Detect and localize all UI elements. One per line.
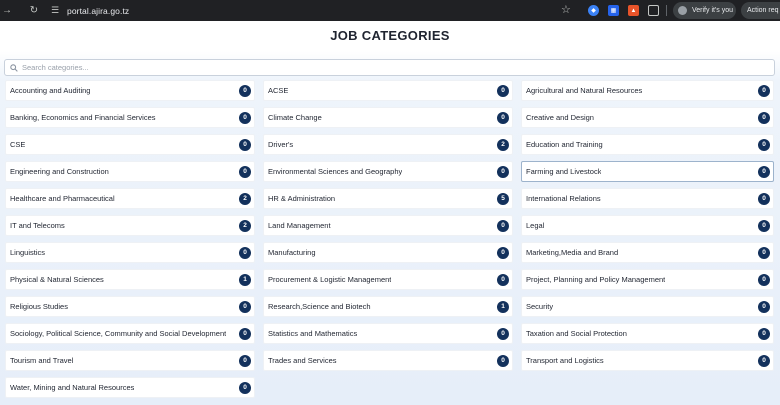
extensions-puzzle-icon[interactable]: [648, 5, 659, 16]
job-count-badge: 0: [239, 112, 251, 124]
category-card[interactable]: [5, 323, 255, 344]
job-count-badge: 0: [239, 355, 251, 367]
category-card[interactable]: [5, 269, 255, 290]
category-label: Physical & Natural Sciences: [10, 275, 104, 284]
job-count-badge: 0: [758, 247, 770, 259]
category-label: CSE: [10, 140, 26, 149]
category-card[interactable]: [521, 323, 774, 344]
category-card[interactable]: [5, 134, 255, 155]
category-label: ACSE: [268, 86, 289, 95]
category-label: Legal: [526, 221, 545, 230]
site-info-icon[interactable]: ☰: [50, 5, 60, 15]
category-card[interactable]: [521, 134, 774, 155]
category-label: Driver's: [268, 140, 294, 149]
job-count-badge: 2: [239, 193, 251, 205]
job-count-badge: 0: [497, 274, 509, 286]
job-count-badge: 0: [239, 139, 251, 151]
profile-label: Verify it's you: [692, 7, 734, 14]
job-count-badge: 0: [758, 85, 770, 97]
bookmark-star-icon[interactable]: ☆: [561, 4, 571, 16]
back-arrow-icon[interactable]: →: [2, 5, 12, 16]
category-card[interactable]: [263, 188, 513, 209]
job-count-badge: 0: [758, 301, 770, 313]
category-label: Research,Science and Biotech: [268, 302, 371, 311]
page-title: JOB CATEGORIES: [330, 28, 450, 43]
category-label: Religious Studies: [10, 302, 68, 311]
category-card[interactable]: [263, 134, 513, 155]
job-count-badge: 0: [239, 382, 251, 394]
category-label: Procurement & Logistic Management: [268, 275, 392, 284]
browser-toolbar: [0, 0, 780, 21]
category-grid: [5, 80, 775, 398]
category-card[interactable]: [263, 350, 513, 371]
category-label: Transport and Logistics: [526, 356, 604, 365]
category-card[interactable]: [521, 80, 774, 101]
category-label: Banking, Economics and Financial Services: [10, 113, 156, 122]
category-card[interactable]: [263, 269, 513, 290]
job-count-badge: 0: [497, 328, 509, 340]
category-card[interactable]: [263, 107, 513, 128]
profile-button[interactable]: [673, 2, 736, 19]
category-card[interactable]: [5, 107, 255, 128]
category-card[interactable]: [5, 215, 255, 236]
category-card[interactable]: [521, 269, 774, 290]
extension-icon[interactable]: ▦: [608, 5, 619, 16]
search-icon: [10, 64, 18, 72]
category-card[interactable]: [5, 188, 255, 209]
page-content: [0, 21, 780, 405]
category-label: Linguistics: [10, 248, 46, 257]
job-count-badge: 0: [497, 247, 509, 259]
job-count-badge: 0: [758, 193, 770, 205]
avatar-icon: [678, 6, 687, 15]
job-count-badge: 2: [239, 220, 251, 232]
category-card[interactable]: [263, 215, 513, 236]
category-card[interactable]: [5, 161, 255, 182]
category-label: Marketing,Media and Brand: [526, 248, 619, 257]
job-count-badge: 0: [497, 166, 509, 178]
category-card[interactable]: [5, 377, 255, 398]
category-label: HR & Administration: [268, 194, 336, 203]
search-input[interactable]: [22, 63, 762, 72]
category-card[interactable]: [263, 296, 513, 317]
job-count-badge: 0: [239, 85, 251, 97]
category-card[interactable]: [5, 296, 255, 317]
category-label: Accounting and Auditing: [10, 86, 91, 95]
category-label: Agricultural and Natural Resources: [526, 86, 643, 95]
category-label: Education and Training: [526, 140, 603, 149]
job-count-badge: 0: [758, 139, 770, 151]
category-label: Security: [526, 302, 554, 311]
category-label: Manufacturing: [268, 248, 316, 257]
job-count-badge: 0: [239, 301, 251, 313]
category-label: Statistics and Mathematics: [268, 329, 358, 338]
job-count-badge: 0: [497, 112, 509, 124]
category-label: Trades and Services: [268, 356, 337, 365]
job-count-badge: 0: [239, 247, 251, 259]
category-label: Farming and Livestock: [526, 167, 602, 176]
action-label: Action req: [747, 7, 779, 14]
category-label: Creative and Design: [526, 113, 594, 122]
job-count-badge: 0: [758, 166, 770, 178]
category-card[interactable]: [521, 215, 774, 236]
category-label: Environmental Sciences and Geography: [268, 167, 403, 176]
category-label: Tourism and Travel: [10, 356, 74, 365]
category-card[interactable]: [263, 161, 513, 182]
job-count-badge: 0: [497, 220, 509, 232]
job-count-badge: 5: [497, 193, 509, 205]
job-count-badge: 0: [758, 220, 770, 232]
category-label: International Relations: [526, 194, 601, 203]
job-count-badge: 0: [758, 328, 770, 340]
category-label: Sociology, Political Science, Community and Social Development: [10, 329, 227, 338]
reload-icon[interactable]: ↻: [29, 5, 39, 16]
job-count-badge: 0: [758, 274, 770, 286]
job-count-badge: 0: [239, 328, 251, 340]
address-bar[interactable]: portal.ajira.go.tz: [67, 5, 130, 16]
category-card[interactable]: [263, 80, 513, 101]
category-label: Water, Mining and Natural Resources: [10, 383, 135, 392]
action-required-button[interactable]: [741, 2, 780, 19]
category-card[interactable]: [521, 161, 774, 182]
category-card[interactable]: [5, 80, 255, 101]
job-count-badge: 1: [239, 274, 251, 286]
category-card[interactable]: [5, 350, 255, 371]
category-card[interactable]: [521, 107, 774, 128]
job-count-badge: 0: [758, 112, 770, 124]
search-bar[interactable]: [4, 59, 775, 76]
job-count-badge: 0: [497, 85, 509, 97]
category-label: Project, Planning and Policy Management: [526, 275, 666, 284]
category-card[interactable]: [521, 296, 774, 317]
extension-icon[interactable]: ▲: [628, 5, 639, 16]
category-label: Climate Change: [268, 113, 322, 122]
job-count-badge: 0: [239, 166, 251, 178]
category-card[interactable]: [521, 350, 774, 371]
category-card[interactable]: [5, 242, 255, 263]
category-card[interactable]: [521, 242, 774, 263]
category-card[interactable]: [521, 188, 774, 209]
job-count-badge: 0: [758, 355, 770, 367]
category-label: IT and Telecoms: [10, 221, 65, 230]
job-count-badge: 0: [497, 355, 509, 367]
category-label: Land Management: [268, 221, 331, 230]
category-label: Healthcare and Pharmaceutical: [10, 194, 115, 203]
job-count-badge: 2: [497, 139, 509, 151]
category-card[interactable]: [263, 323, 513, 344]
toolbar-divider: [666, 5, 667, 16]
category-label: Taxation and Social Protection: [526, 329, 627, 338]
category-card[interactable]: [263, 242, 513, 263]
extension-icon[interactable]: ◆: [588, 5, 599, 16]
category-label: Engineering and Construction: [10, 167, 109, 176]
job-count-badge: 1: [497, 301, 509, 313]
